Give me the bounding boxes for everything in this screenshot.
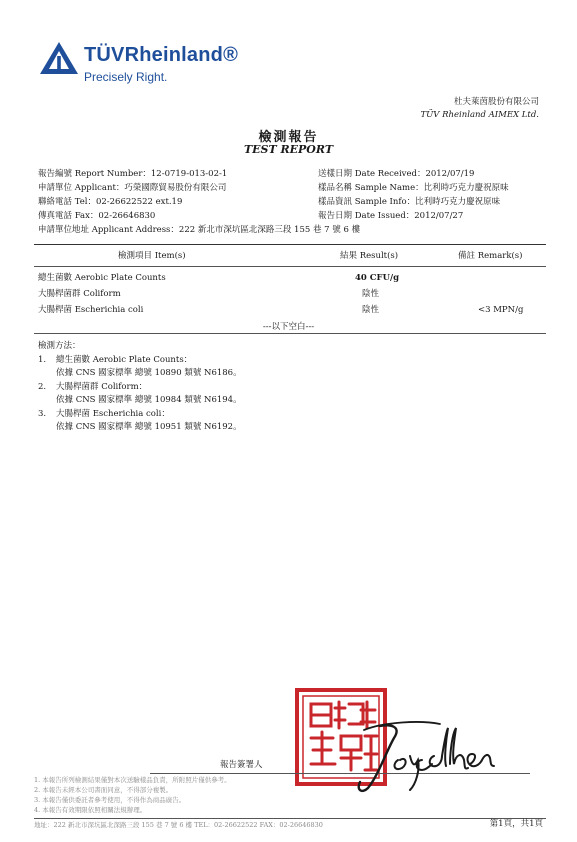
applicant-address: 申請單位地址 Applicant Address：222 新北市深坑區北深路三段 155 巷 7 號 6 樓 bbox=[38, 225, 361, 235]
page-number: 第1頁，共1頁 bbox=[489, 819, 543, 829]
fax: 傳真電話 Fax：02-26646830 bbox=[38, 211, 156, 221]
footer-address: 地址：222 新北市深坑區北深路三段 155 巷 7 號 6 樓 TEL：02-26622522 FAX：02-26646830 bbox=[34, 821, 323, 829]
table-top-rule bbox=[34, 244, 546, 245]
report-title-en: TEST REPORT bbox=[243, 143, 334, 156]
method-2-number: 2. bbox=[38, 382, 47, 392]
method-2-reference: 依據 CNS 國家標準 總號 10984 類號 N6194。 bbox=[56, 395, 242, 405]
method-3-reference: 依據 CNS 國家標準 總號 10951 類號 N6192。 bbox=[56, 422, 242, 432]
table-row-3-remark: <3 MPN/g bbox=[478, 305, 524, 315]
footer-note-3: 3. 本報告僅供委託者參考使用，不得作為商品廣告。 bbox=[34, 796, 186, 804]
table-bottom-rule bbox=[34, 333, 546, 334]
table-row-3-item: 大腸桿菌 Escherichia coli bbox=[38, 305, 144, 315]
brand-tagline: Precisely Right. bbox=[84, 70, 168, 84]
sample-name: 樣品名稱 Sample Name：比利時巧克力慶祝原味 bbox=[318, 183, 509, 193]
method-2-name: 大腸桿菌群 Coliform： bbox=[56, 382, 148, 392]
footer-note-4: 4. 本報告有效期限依照相關法規辦理。 bbox=[34, 806, 147, 814]
table-header-rule bbox=[34, 266, 546, 267]
footer-note-1: 1. 本報告所列檢測結果僅對本次送驗樣品負責，所附照片僅供參考。 bbox=[34, 776, 231, 784]
company-cn: 杜夫萊茵股份有限公司 bbox=[453, 97, 539, 107]
telephone: 聯絡電話 Tel：02-26622522 ext.19 bbox=[38, 197, 183, 207]
handwritten-signature bbox=[350, 716, 510, 796]
date-received: 送樣日期 Date Received：2012/07/19 bbox=[318, 169, 475, 179]
column-header-item: 檢測項目 Item(s) bbox=[118, 251, 186, 261]
applicant: 申請單位 Applicant：巧榮國際貿易股份有限公司 bbox=[38, 183, 227, 193]
table-row-2-result: 陰性 bbox=[362, 289, 380, 299]
sample-info: 樣品資訊 Sample Info：比利時巧克力慶祝原味 bbox=[318, 197, 501, 207]
method-1-name: 總生菌數 Aerobic Plate Counts： bbox=[56, 355, 193, 365]
methods-heading: 檢測方法： bbox=[38, 341, 81, 351]
tuv-logo-triangle-icon bbox=[40, 42, 78, 74]
report-title-cn: 檢測報告 bbox=[258, 130, 319, 145]
method-3-name: 大腸桿菌 Escherichia coli： bbox=[56, 409, 170, 419]
date-issued: 報告日期 Date Issued：2012/07/27 bbox=[318, 211, 464, 221]
table-row-1-result: 40 CFU/g bbox=[355, 273, 400, 283]
method-1-number: 1. bbox=[38, 355, 47, 365]
column-header-result: 結果 Result(s) bbox=[340, 251, 399, 261]
report-number: 報告編號 Report Number：12-0719-013-02-1 bbox=[38, 169, 228, 179]
table-end-note: ---以下空白--- bbox=[262, 322, 315, 332]
signatory-label: 報告簽署人 bbox=[220, 760, 263, 770]
table-row-1-item: 總生菌數 Aerobic Plate Counts bbox=[38, 273, 166, 283]
brand-wordmark: TÜVRheinland® bbox=[84, 44, 239, 66]
company-en: TÜV Rheinland AIMEX Ltd. bbox=[420, 110, 539, 120]
table-row-2-item: 大腸桿菌群 Coliform bbox=[38, 289, 121, 299]
footer-note-2: 2. 本報告未經本公司書面同意，不得部分複製。 bbox=[34, 786, 173, 794]
footer-rule bbox=[34, 818, 546, 819]
column-header-remark: 備註 Remark(s) bbox=[458, 251, 523, 261]
method-1-reference: 依據 CNS 國家標準 總號 10890 類號 N6186。 bbox=[56, 368, 242, 378]
method-3-number: 3. bbox=[38, 409, 47, 419]
table-row-3-result: 陰性 bbox=[362, 305, 380, 315]
